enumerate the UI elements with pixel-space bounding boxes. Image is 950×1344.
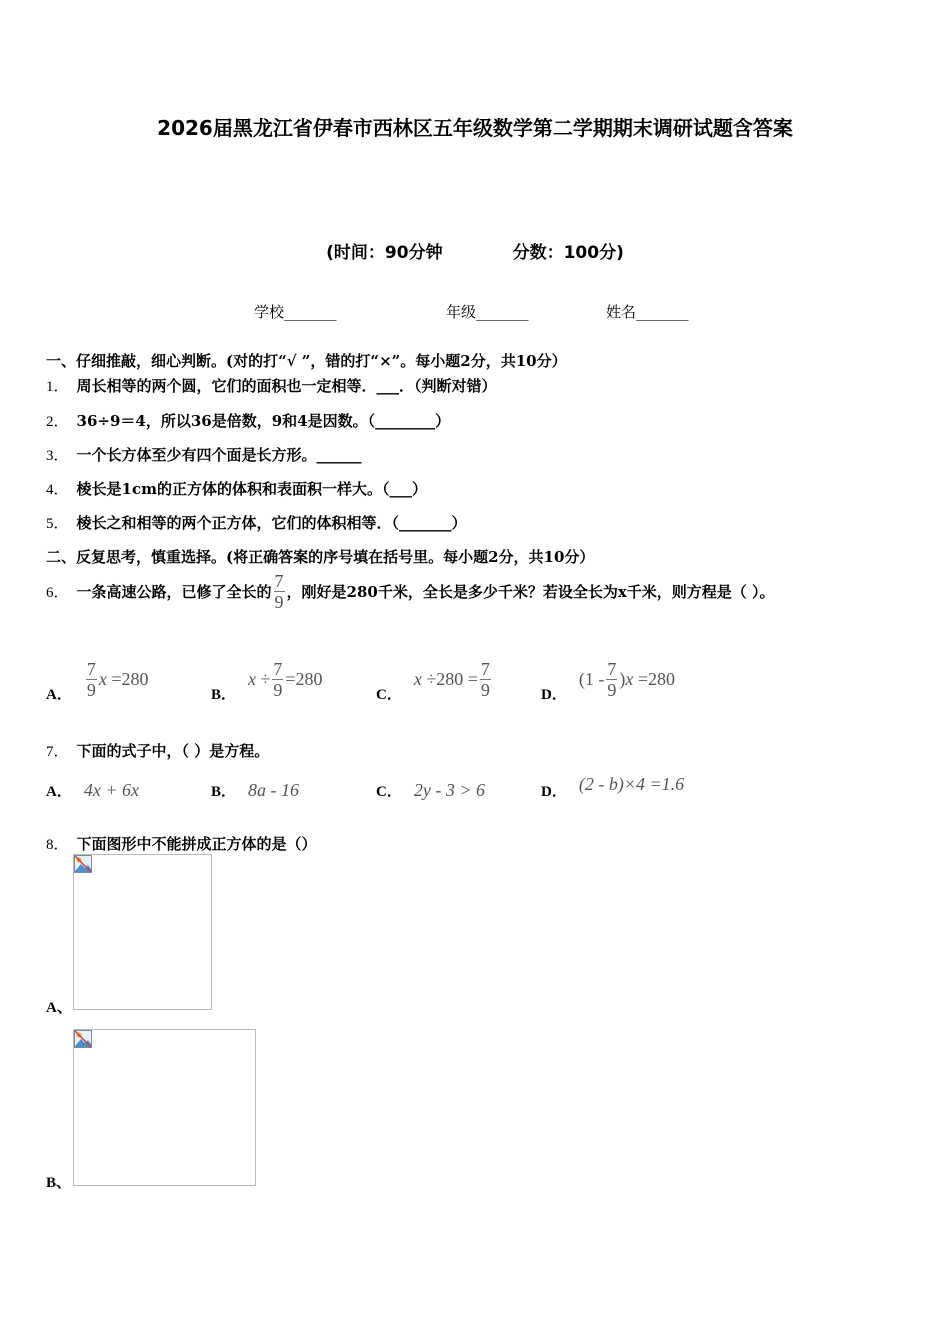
q6-option-d[interactable]: D． (1 - $\frac{7}{9}$ )x =280 — [541, 659, 675, 703]
section-1-heading: 一、仔细推敲，细心判断。(对的打“√ ”，错的打“×”。每小题2分，共10分） — [46, 352, 567, 370]
section-2-heading: 二、反复思考，慎重选择。(将正确答案的序号填在括号里。每小题2分，共10分） — [46, 548, 595, 566]
question-number: 3． — [46, 448, 69, 464]
question-6 — [46, 572, 775, 611]
question-number: 8． — [46, 837, 69, 853]
question-2 — [46, 410, 450, 431]
question-text: 周长相等的两个圆，它们的面积也一定相等．___．（判断对错） — [76, 377, 497, 395]
question-4 — [46, 478, 427, 499]
question-number: 5． — [46, 516, 69, 532]
question-number: 1． — [46, 379, 69, 395]
question-text: 棱长之和相等的两个正方体，它们的体积相等．（_______） — [76, 514, 467, 532]
question-text: 下面图形中不能拼成正方体的是（） — [76, 835, 317, 853]
question-text: ，刚好是280千米，全长是多少千米？若设全长为x千米，则方程是（ ）。 — [286, 583, 775, 601]
q8-option-b-image — [73, 1029, 256, 1186]
exam-score: 分数：100分) — [512, 243, 624, 263]
q6-option-b[interactable]: B． x ÷ $\frac{7}{9}$ =280 — [211, 659, 323, 703]
question-text: 一条高速公路，已修了全长的 — [76, 583, 272, 601]
q7-option-c[interactable]: C． 2y - 3 > 6 — [376, 780, 485, 800]
broken-image-icon — [74, 855, 92, 873]
q8-option-a[interactable]: A、 — [46, 1000, 72, 1016]
question-8 — [46, 833, 317, 854]
page-title: 2026届黑龙江省伊春市西林区五年级数学第二学期期末调研试题含答案 — [157, 116, 793, 140]
grade-field[interactable]: 年级_______ — [446, 303, 529, 321]
question-text: 36÷9＝4，所以36是倍数，9和4是因数。（________） — [76, 412, 451, 430]
question-number: 4． — [46, 482, 69, 498]
question-number: 6． — [46, 585, 69, 601]
q6-option-a[interactable]: A． $\frac{7}{9}$ x =280 — [46, 659, 149, 703]
question-text: 棱长是1cm的正方体的体积和表面积一样大。（___） — [76, 480, 427, 498]
q7-option-a[interactable]: A． 4x + 6x — [46, 780, 139, 800]
q8-option-b[interactable]: B、 — [46, 1175, 72, 1191]
name-field[interactable]: 姓名_______ — [606, 303, 689, 321]
school-field[interactable]: 学校_______ — [254, 303, 337, 321]
fraction: $\frac{7}{9}$ — [274, 571, 284, 612]
question-1 — [46, 375, 497, 396]
q6-option-c[interactable]: C． x ÷280 = $\frac{7}{9}$ — [376, 659, 490, 703]
q8-option-a-image — [73, 854, 212, 1010]
exam-meta — [0, 238, 950, 263]
q7-option-d[interactable]: D． (2 - b)×4 =1.6 — [541, 774, 685, 800]
question-number: 2． — [46, 414, 69, 430]
question-number: 7． — [46, 744, 69, 760]
question-text: 下面的式子中，（ ）是方程。 — [76, 742, 270, 760]
broken-image-icon — [74, 1030, 92, 1048]
q7-option-b[interactable]: B． 8a - 16 — [211, 780, 300, 800]
question-3 — [46, 444, 362, 465]
question-text: 一个长方体至少有四个面是长方形。______ — [76, 446, 362, 464]
question-5 — [46, 512, 467, 533]
exam-time: (时间：90分钟 — [326, 243, 443, 263]
question-7 — [46, 740, 269, 761]
